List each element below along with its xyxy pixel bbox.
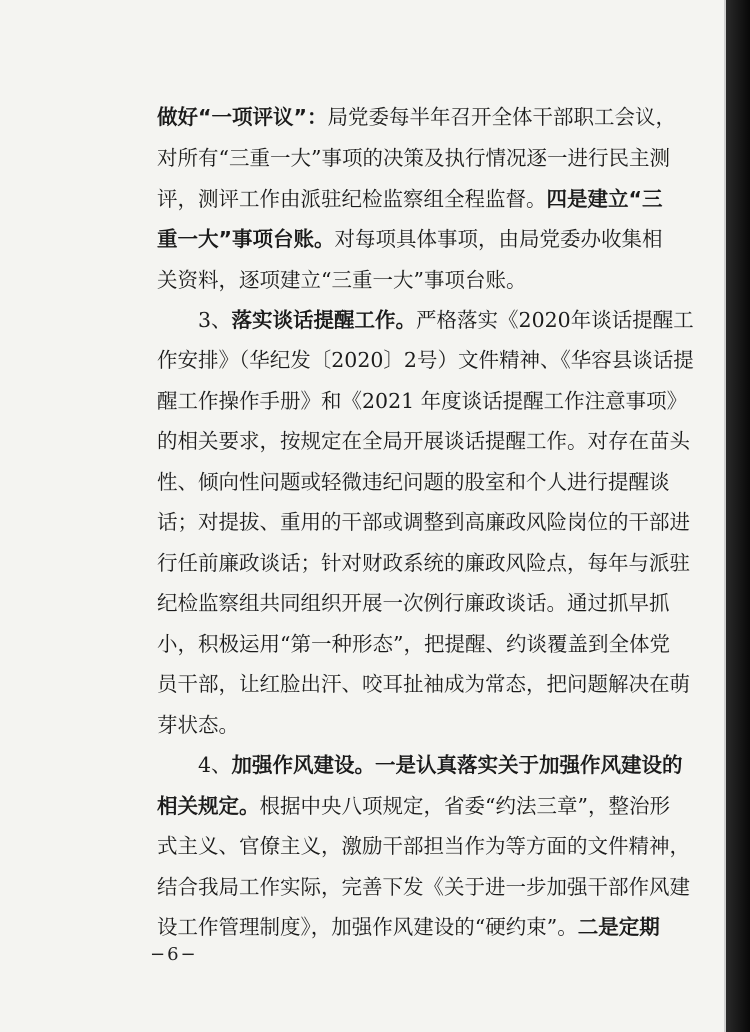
scan-edge (726, 0, 750, 1032)
text-run: 行任前廉政谈话；针对财政系统的廉政风险点，每年与派驻 (157, 551, 690, 575)
text-line (157, 222, 663, 256)
bold-run: 四是建立“三 (546, 187, 663, 211)
text-line (157, 424, 690, 458)
bold-run: 加强作风建设。一是认真落实关于加强作风建设的 (231, 753, 683, 777)
text-line (157, 586, 670, 620)
text-run: 醒工作操作手册》和《2021 年度谈话提醒工作注意事项》 (157, 389, 688, 413)
text-line (198, 748, 683, 782)
text-run: 性、倾向性问题或轻微违纪问题的股室和个人进行提醒谈 (157, 470, 670, 494)
page-number: −6− (150, 944, 198, 965)
text-run: 严格落实《2020年谈话提醒工 (416, 308, 694, 332)
paragraph-number: 3、 (198, 308, 232, 332)
text-run: 芽状态。 (157, 713, 239, 737)
text-line (157, 343, 694, 377)
bold-run: 二是定期 (577, 915, 660, 939)
text-line (157, 141, 670, 175)
text-run: 的相关要求，按规定在全局开展谈话提醒工作。对存在苗头 (157, 429, 690, 453)
text-run: 式主义、官僚主义，激励干部担当作为等方面的文件精神， (157, 834, 690, 858)
text-run: 纪检监察组共同组织开展一次例行廉政谈话。通过抓早抓 (157, 591, 670, 615)
text-run: 局党委每半年召开全体干部职工会议， (327, 105, 676, 129)
text-line (157, 708, 627, 742)
text-line (157, 384, 688, 418)
text-line (157, 546, 690, 580)
bold-run: 重一大”事项台账。 (157, 227, 335, 251)
text-run: 话；对提拔、重用的干部或调整到高廉政风险岗位的干部进 (157, 510, 690, 534)
text-run: 员干部，让红脸出汗、咬耳扯袖成为常态，把问题解决在萌 (157, 672, 690, 696)
text-run: 根据中央八项规定，省委“约法三章”，整治形 (259, 794, 670, 818)
bold-run: 落实谈话提醒工作。 (231, 308, 417, 332)
text-line (157, 627, 670, 661)
text-line (157, 667, 690, 701)
text-line (157, 465, 670, 499)
text-run: 设工作管理制度》，加强作风建设的“硬约束”。 (157, 915, 578, 939)
text-run: 关资料，逐项建立“三重一大”事项台账。 (157, 268, 527, 292)
bold-run: 做好“一项评议”： (157, 105, 328, 129)
text-line (157, 870, 690, 904)
text-line (157, 505, 690, 539)
paragraph-number: 4、 (198, 753, 232, 777)
text-run: 结合我局工作实际，完善下发《关于进一步加强干部作风建 (157, 875, 690, 899)
text-run: 对所有“三重一大”事项的决策及执行情况逐一进行民主测 (157, 146, 670, 170)
text-line (198, 303, 694, 337)
text-line (157, 100, 676, 134)
text-line (157, 263, 627, 297)
text-run: 对每项具体事项，由局党委办收集相 (334, 227, 663, 251)
text-run: 作安排》（华纪发〔2020〕2号）文件精神、《华容县谈话提 (157, 348, 694, 372)
text-run: 小，积极运用“第一种形态”，把提醒、约谈覆盖到全体党 (157, 632, 670, 656)
text-line (157, 182, 663, 216)
text-line (157, 829, 690, 863)
bold-run: 相关规定。 (157, 794, 260, 818)
text-run: 评，测评工作由派驻纪检监察组全程监督。 (157, 187, 547, 211)
text-line (157, 910, 660, 944)
text-line (157, 789, 670, 823)
